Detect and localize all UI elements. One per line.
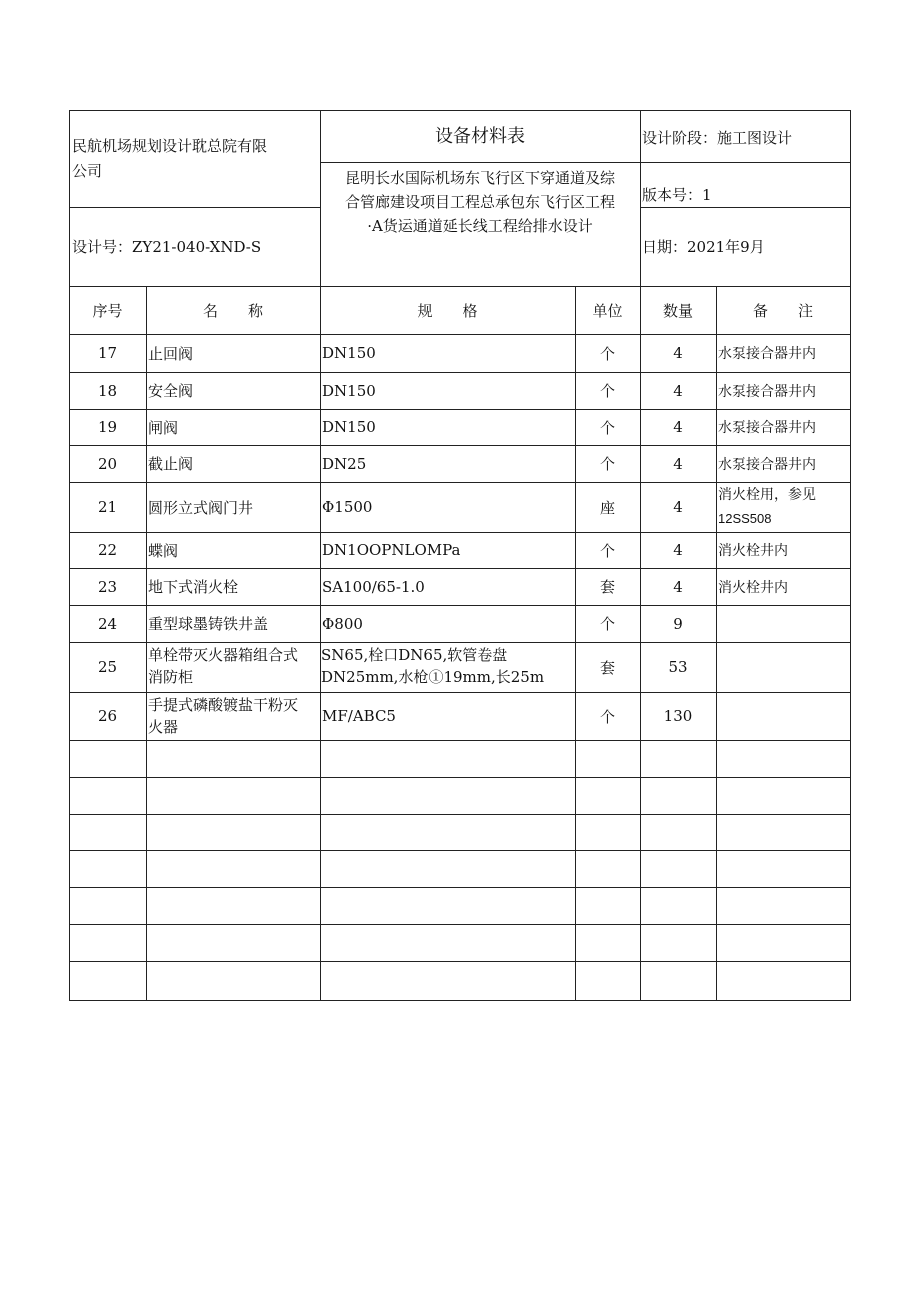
table-row-name-cont: 消防柜	[148, 668, 194, 686]
table-row-name-cont: 火器	[148, 718, 179, 736]
table-border-right	[850, 110, 851, 1001]
col-header-remark: 备 注	[752, 301, 813, 320]
project-name-line1: 昆明长水国际机场东飞行区下穿通道及综	[344, 169, 615, 187]
table-row-remark	[716, 642, 850, 692]
table-row-spec: MF/ABC5	[322, 707, 396, 725]
table-row-qty: 4	[673, 344, 683, 362]
table-row-qty: 53	[668, 658, 688, 676]
table-row-spec: DN1OOPNLOMPa	[322, 541, 461, 559]
table-row-spec: SN65,栓口DN65,软管卷盘	[321, 646, 508, 664]
table-row-spec: DN150	[322, 344, 376, 362]
col-header-unit: 单位	[592, 301, 623, 320]
table-row-unit: 个	[599, 455, 615, 473]
table-row-unit: 个	[599, 382, 615, 400]
table-row-unit: 个	[599, 615, 615, 633]
row-line	[69, 961, 851, 962]
table-row-no: 20	[97, 454, 118, 473]
table-row-qty: 9	[673, 614, 683, 633]
table-row-no: 25	[97, 658, 118, 676]
table-row-no: 26	[97, 707, 118, 725]
table-row-spec: Φ800	[322, 614, 363, 633]
table-row-remark: 消火栓井内	[718, 543, 788, 559]
table-row-remark: 水泵接合器井内	[718, 383, 816, 400]
table-row-qty: 4	[673, 541, 683, 559]
header-divider-left	[69, 207, 320, 208]
header-divider-title	[320, 162, 851, 163]
table-row-no: 18	[97, 381, 118, 400]
table-row-unit: 个	[599, 707, 615, 726]
table-border-top	[69, 110, 851, 111]
col-header-no: 序号	[92, 301, 123, 320]
row-line	[69, 814, 851, 815]
table-row-name: 单栓带灭火器箱组合式	[148, 646, 299, 664]
table-row-spec: DN150	[322, 418, 376, 436]
col-header-qty: 数量	[662, 301, 693, 320]
table-row-spec: DN150	[322, 381, 376, 400]
table-row-qty: 4	[673, 498, 683, 516]
table-row-qty: 4	[673, 454, 683, 473]
table-row-spec: DN25	[322, 454, 367, 473]
table-row-name: 安全阀	[148, 382, 194, 400]
table-row-name: 止回阀	[148, 344, 194, 363]
row-line	[69, 850, 851, 851]
table-title: 设备材料表	[435, 126, 525, 147]
table-row-remark: 水泵接合器井内	[718, 420, 816, 436]
project-name-line2: 合管廊建设项目工程总承包东飞行区工程	[344, 193, 615, 211]
table-row-qty: 4	[673, 418, 683, 436]
version-number: 版本号：1	[642, 186, 712, 204]
table-row-no: 19	[97, 418, 118, 436]
row-line	[69, 740, 851, 741]
company-name-line2: 公司	[72, 162, 103, 180]
table-row-name: 重型球墨铸铁井盖	[148, 615, 269, 633]
table-row-unit: 套	[599, 658, 615, 677]
table-row-no: 21	[97, 498, 118, 516]
header-divider-right	[640, 207, 851, 208]
table-row-no: 22	[97, 541, 118, 559]
table-row-remark: 消火栓用，参见	[718, 487, 816, 503]
table-row-name: 地下式消火栓	[148, 578, 239, 596]
company-name-line1: 民航机场规划设计耽总院有限	[72, 137, 268, 155]
table-row-name: 截止阀	[148, 455, 194, 473]
table-row-spec: SA100/65-1.0	[322, 577, 425, 596]
table-row-unit: 套	[599, 578, 615, 596]
table-row-remark: 水泵接合器井内	[718, 346, 816, 362]
table-row-unit: 个	[599, 418, 615, 437]
row-line	[69, 924, 851, 925]
table-row-spec: Φ1500	[322, 498, 373, 516]
design-stage: 设计阶段：施工图设计	[642, 129, 793, 147]
row-line	[69, 777, 851, 778]
design-date: 日期：2021年9月	[642, 238, 765, 256]
table-row-name: 圆形立式阀门井	[148, 498, 254, 517]
table-row-name: 手提式磷酸镀盐干粉灭	[148, 696, 299, 714]
table-row-qty: 4	[673, 577, 683, 596]
table-row-qty: 4	[673, 381, 683, 400]
table-row-name: 蝶阀	[148, 541, 179, 560]
table-border-bottom	[69, 1000, 851, 1001]
table-row-no: 17	[97, 344, 118, 362]
col-header-spec: 规 格	[417, 301, 478, 320]
table-row-no: 24	[97, 614, 118, 633]
design-number: 设计号：ZY21-040-XND-S	[72, 238, 262, 256]
table-row-unit: 个	[599, 541, 615, 560]
table-row-unit: 个	[599, 344, 615, 363]
table-row-remark	[716, 605, 850, 642]
table-row-remark: 水泵接合器井内	[718, 456, 816, 473]
table-row-remark-ref: 12SS508	[718, 511, 772, 526]
table-row-spec-cont: DN25mm,水枪①19mm,长25m	[321, 668, 545, 686]
project-name-line3: ·A货运通道延长线工程给排水设计	[367, 217, 593, 235]
row-line	[69, 887, 851, 888]
table-row-remark: 消火栓井内	[718, 579, 788, 596]
table-row-name: 闸阀	[148, 418, 179, 437]
table-row-remark	[716, 692, 850, 740]
table-row-qty: 130	[663, 707, 693, 725]
col-header-name: 名 称	[202, 301, 263, 320]
table-row-unit: 座	[599, 498, 615, 517]
table-row-no: 23	[97, 577, 118, 596]
